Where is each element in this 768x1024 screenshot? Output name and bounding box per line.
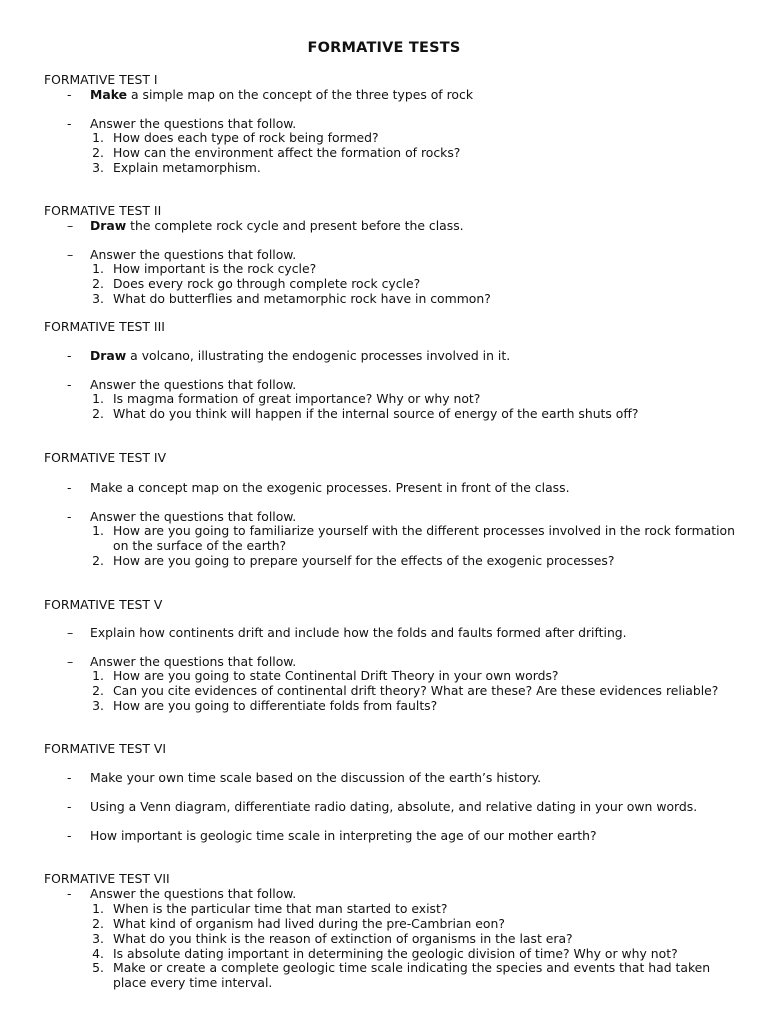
- task-text: a volcano, illustrating the endogenic processes involved in it.: [126, 348, 511, 363]
- question-number: 3.: [92, 160, 104, 175]
- question-number: 1.: [92, 391, 104, 406]
- test-heading: FORMATIVE TEST III: [44, 319, 165, 334]
- dash-bullet: -: [67, 886, 72, 901]
- dash-bullet: –: [67, 247, 74, 262]
- question-text: How are you going to state Continental Drift Theory in your own words?: [113, 668, 559, 683]
- dash-bullet: -: [67, 116, 72, 131]
- dash-bullet: -: [67, 799, 72, 814]
- task-verb: Draw: [90, 218, 127, 233]
- test-heading: FORMATIVE TEST IV: [44, 450, 167, 465]
- question-text: Is magma formation of great importance? Why or why not?: [113, 391, 481, 406]
- dash-bullet: -: [67, 348, 72, 363]
- test-heading: FORMATIVE TEST II: [44, 203, 162, 218]
- dash-bullet: –: [67, 654, 74, 669]
- question-number: 2.: [92, 276, 104, 291]
- task-text: Answer the questions that follow.: [90, 377, 297, 392]
- question-number: 1.: [92, 901, 104, 916]
- question-text: What do you think will happen if the internal source of energy of the earth shuts off?: [113, 406, 639, 421]
- question-text: Can you cite evidences of continental drift theory? What are these? Are these evidences reliable?: [113, 683, 719, 698]
- question-text: place every time interval.: [113, 975, 273, 990]
- question-number: 1.: [92, 668, 104, 683]
- question-number: 1.: [92, 130, 104, 145]
- dash-bullet: -: [67, 828, 72, 843]
- question-number: 3.: [92, 931, 104, 946]
- task-text: the complete rock cycle and present before the class.: [126, 218, 464, 233]
- question-text: What do you think is the reason of extinction of organisms in the last era?: [113, 931, 573, 946]
- question-number: 3.: [92, 698, 104, 713]
- test-heading: FORMATIVE TEST I: [44, 72, 158, 87]
- task-text: Answer the questions that follow.: [90, 654, 297, 669]
- question-text: How does each type of rock being formed?: [113, 130, 379, 145]
- question-number: 2.: [92, 145, 104, 160]
- dash-bullet: –: [67, 625, 74, 640]
- question-text: How are you going to prepare yourself for the effects of the exogenic processes?: [113, 553, 615, 568]
- question-number: 4.: [92, 946, 104, 961]
- question-text: How can the environment affect the formation of rocks?: [113, 145, 461, 160]
- task-verb: Make: [90, 87, 128, 102]
- task-text: Explain how continents drift and include how the folds and faults formed after drifting.: [90, 625, 627, 640]
- task-text: Make a concept map on the exogenic processes. Present in front of the class.: [90, 480, 570, 495]
- test-heading: FORMATIVE TEST V: [44, 597, 163, 612]
- question-number: 1.: [92, 523, 104, 538]
- question-text: Explain metamorphism.: [113, 160, 261, 175]
- dash-bullet: –: [67, 218, 74, 233]
- question-text: How important is the rock cycle?: [113, 261, 317, 276]
- question-number: 2.: [92, 553, 104, 568]
- question-text: How are you going to familiarize yourself with the different processes involved in the rock formation: [113, 523, 735, 538]
- task-text: Answer the questions that follow.: [90, 886, 297, 901]
- question-number: 5.: [92, 960, 104, 975]
- task-text: Using a Venn diagram, differentiate radio dating, absolute, and relative dating in your own words.: [90, 799, 698, 814]
- question-text: What kind of organism had lived during the pre-Cambrian eon?: [113, 916, 505, 931]
- task-text: a simple map on the concept of the three types of rock: [127, 87, 473, 102]
- dash-bullet: -: [67, 87, 72, 102]
- task-text: Make your own time scale based on the discussion of the earth’s history.: [90, 770, 542, 785]
- dash-bullet: -: [67, 480, 72, 495]
- dash-bullet: -: [67, 377, 72, 392]
- task-text: How important is geologic time scale in interpreting the age of our mother earth?: [90, 828, 597, 843]
- dash-bullet: -: [67, 509, 72, 524]
- question-number: 2.: [92, 683, 104, 698]
- question-number: 2.: [92, 406, 104, 421]
- question-text: Is absolute dating important in determining the geologic division of time? Why or why not?: [113, 946, 678, 961]
- task-text: Answer the questions that follow.: [90, 509, 297, 524]
- test-heading: FORMATIVE TEST VII: [44, 871, 170, 886]
- page-title: FORMATIVE TESTS: [307, 40, 461, 56]
- question-text: Make or create a complete geologic time scale indicating the species and events that had taken: [113, 960, 711, 975]
- task-text: Answer the questions that follow.: [90, 247, 297, 262]
- task-text: Answer the questions that follow.: [90, 116, 297, 131]
- question-number: 1.: [92, 261, 104, 276]
- test-heading: FORMATIVE TEST VI: [44, 741, 167, 756]
- question-number: 2.: [92, 916, 104, 931]
- question-text: on the surface of the earth?: [113, 538, 287, 553]
- question-number: 3.: [92, 291, 104, 306]
- task-verb: Draw: [90, 348, 127, 363]
- dash-bullet: -: [67, 770, 72, 785]
- question-text: Does every rock go through complete rock cycle?: [113, 276, 421, 291]
- question-text: What do butterflies and metamorphic rock have in common?: [113, 291, 491, 306]
- question-text: When is the particular time that man started to exist?: [113, 901, 448, 916]
- question-text: How are you going to differentiate folds from faults?: [113, 698, 438, 713]
